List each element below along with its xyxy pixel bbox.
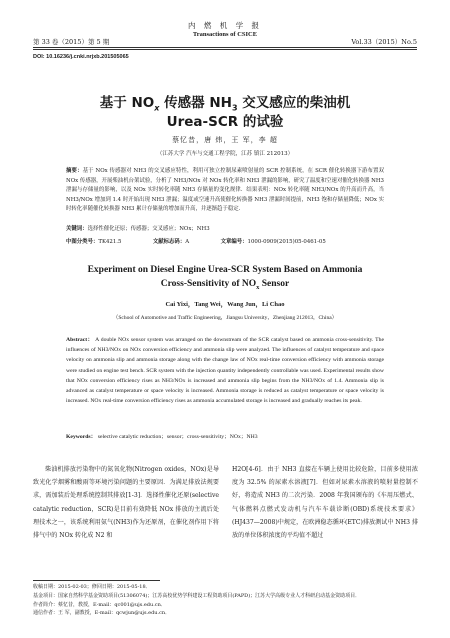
header-rule-thin: [33, 49, 417, 50]
footnote-rule: [33, 580, 160, 581]
header-rule: [33, 47, 417, 48]
keywords-en: Keywords： selective catalytic reduction；sensor；cross-sensitivity；NOx；NH3: [66, 434, 258, 440]
abstract-en-text: A double NOx sensor system was arranged on the downstream of the SCR catalyst based on ammonia cross-sensitivity. The influences of NH3/NOx on NOx conversion efficiency and ammonia slip were analyzed. The influences of catalyst temperature and space velocity on ammonia slip and ammonia storage along with the change law of NOx real-time conversion efficiency with ammonia storage were studied on engine test bench. SCR system with the injection quantity independently controllable was used. Experimental results show that NOx conversion efficiency rises as NH3/NOx is increased and ammonia slip begins from the NH3/NOx of 1.4. Ammonia slip is advanced as catalyst temperature or space velocity is increased. Ammonia storage is reduced as catalyst temperature or space velocity is increased. NOx real-time conversion efficiency rises as ammonia accumulated storage is increased and gradually reaches its peak.: [66, 337, 384, 405]
title-cn-line1: 基于 $NO_x$ 传感器 $NH_3$ 交叉感应的柴油机: [99, 95, 351, 113]
footnote-fund: 基金项目：国家自然科学基金资助项目(51306074)；江苏高校优势学科建设工程资助项目(PAPD)；江苏大学高级专业人才科研启动基金资助项目．: [33, 592, 361, 599]
authors-cn: 蔡忆昔，唐 炜，王 军，李 超: [172, 136, 278, 144]
journal-issue-cn: 第 33 卷（2015）第 5 期: [33, 38, 110, 46]
affiliation-en: （School of Automotive and Traffic Engineering，Jiangsu University，Zhenjiang 212013，China）: [112, 315, 338, 321]
abstract-cn: [66, 167, 384, 215]
affiliation-cn: （江苏大学 汽车与交通工程学院，江苏 镇江 212013）: [156, 151, 294, 157]
title-en-line1: Experiment on Diesel Engine Urea-SCR System Based on Ammonia: [87, 265, 363, 275]
abstract-en: [66, 335, 384, 406]
footnote-author2: 通信作者：王 军，副教授，E-mail：qcwjun@ujs.edu.cn．: [33, 610, 171, 617]
title-cn-line2: Urea-SCR 的试验: [166, 114, 284, 130]
footnote-author1: 作者简介：蔡忆昔，教授，E-mail：qc001@ujs.edu.cn．: [33, 601, 166, 608]
footnote-received: 收稿日期：2015-02-03；修回日期：2015-05-18．: [33, 584, 151, 590]
keywords-cn: 关键词：选择性催化还原；传感器；交叉感应；NOx；NH3: [66, 226, 210, 232]
journal-issue-en: Vol.33（2015）No.5: [351, 38, 417, 46]
body-column-left: 柴油机排放污染物中的氮氧化物(Nitrogen oxides，NOx)是导致光化学烟雾和酸雨等环境污染问题的主要原因．为满足排放法规要求，需加装后处理系统控制其排放[1-3]．选择性催化还原(selective catalytic reduction，SCR)是目前有效降低 NOx 排放的主流后处理技术之一，该系统利用氨气(NH3)作为还原剂，在催化剂作用下将排气中的 NOx 转化成 N2 和: [33, 466, 219, 540]
footnotes: [33, 583, 417, 618]
body-column-right: H2O[4-6]．由于 NH3 直接在车辆上使用比较危险，目前多使用浓度为 32.5% 的尿素水溶液[7]．但如对尿素水溶液的喷射量控制不好，将造成 NH3 的二次污染．2008 年我国颁布的《车用压燃式、气体燃料点燃式发动机与汽车车载诊断(OBD)系统技术要求》(HJ437—2008)中规定，在欧洲稳态循环(ETC)排放测试中 NH3 排放的单位体积浓度的平均值不超过: [232, 466, 418, 540]
doi: DOI: 10.16236/j.cnki.nrjxb.201505065: [33, 54, 129, 60]
authors-en: Cai Yixi，Tang Wei，Wang Jun，Li Chao: [165, 301, 285, 308]
journal-name-cn: 内 燃 机 学 报: [187, 21, 263, 30]
title-en-line2: Cross-Sensitivity of $NO_x$ Sensor: [160, 279, 290, 291]
classification-row: 中图分类号：TK421.5 文献标志码：A 文章编号：1000-0909(2015)05-0461-05: [66, 239, 326, 245]
journal-name-en: Transactions of CSICE: [192, 31, 258, 38]
abstract-cn-label: 摘要：: [66, 168, 83, 174]
abstract-cn-text: 基于 NOx 传感器对 NH3 的交叉感应特性，利用可独立控制尿素喷射量的 SCR 控制系统，在 SCR 催化转换器下游布置双 NOx 传感器，开展柴油机台架试验，分析了 NH3/NOx 对 NOx 转化率和 NH3 泄漏的影响，研究了温度和空速对催化转换器 NH3 泄漏与存储量的影响，以及 NOx 实时转化率随 NH3 存储量的变化规律．结果表明：NOx 转化率随 NH3/NOx 的升高而升高，当 NH3/NOx 增加到 1.4 时开始出现 NH3 泄漏；温度或空速升高使催化转换器 NH3 泄漏时间提前，NH3 饱和存储量降低；NOx 实时转化率随催化转换器 NH3 累计存储量的增加而升高，并逐渐趋于稳定．: [66, 168, 384, 213]
abstract-en-label: Abstract：: [66, 337, 94, 343]
